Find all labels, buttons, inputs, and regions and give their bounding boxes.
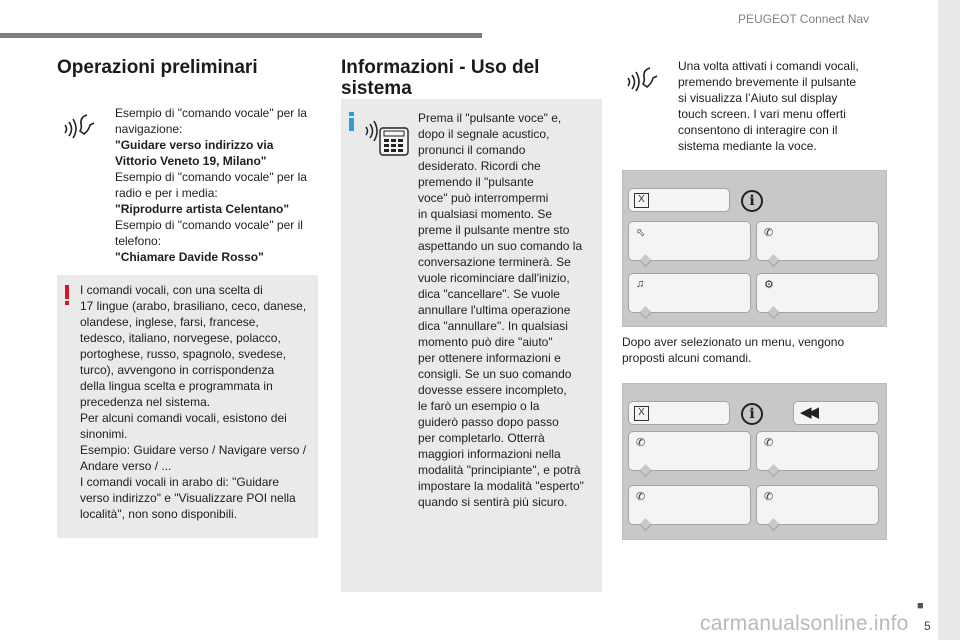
music-tile[interactable] bbox=[628, 273, 751, 313]
music-icon: ♫ bbox=[636, 278, 645, 290]
command-tile[interactable] bbox=[756, 431, 879, 471]
menu-commands-screen bbox=[622, 383, 887, 540]
info-icon bbox=[349, 112, 354, 131]
back-tile[interactable] bbox=[793, 401, 879, 425]
example-command: "Guidare verso indirizzo via Vittorio Veneto 19, Milano" bbox=[115, 138, 274, 168]
close-tile[interactable] bbox=[628, 401, 730, 425]
phone-icon: ✆ bbox=[764, 437, 774, 449]
watermark: carmanualsonline.info bbox=[700, 612, 909, 635]
example-command: "Riprodurre artista Celentano" bbox=[115, 202, 290, 216]
page-number: 5 bbox=[924, 619, 931, 633]
voice-icon bbox=[626, 66, 662, 94]
header-rule bbox=[0, 33, 482, 38]
info-icon[interactable]: i bbox=[741, 190, 763, 212]
command-tile[interactable] bbox=[628, 485, 751, 525]
settings-icon: ⚙ bbox=[764, 279, 774, 291]
voice-help-screen bbox=[622, 170, 887, 327]
phone-icon: ✆ bbox=[636, 437, 646, 449]
close-tile[interactable] bbox=[628, 188, 730, 212]
settings-tile[interactable] bbox=[756, 273, 879, 313]
info-icon[interactable]: i bbox=[741, 403, 763, 425]
command-tile[interactable] bbox=[628, 431, 751, 471]
close-icon[interactable]: X bbox=[634, 406, 649, 421]
section-title-info: Informazioni - Uso del sistema bbox=[341, 57, 540, 99]
navigation-tile[interactable] bbox=[628, 221, 751, 261]
phone-icon: ✆ bbox=[764, 491, 774, 503]
example-intro: Esempio di "comando vocale" per la radio e per i media: bbox=[115, 170, 307, 200]
brand-label: PEUGEOT Connect Nav bbox=[738, 12, 870, 26]
command-tile[interactable] bbox=[756, 485, 879, 525]
phone-tile[interactable] bbox=[756, 221, 879, 261]
phone-icon: ✆ bbox=[764, 227, 774, 239]
warning-icon bbox=[65, 285, 69, 305]
right-menu-text: Dopo aver selezionato un menu, vengono proposti alcuni comandi. bbox=[622, 335, 845, 365]
back-icon: ◀◀ bbox=[800, 404, 816, 421]
info-text: Prema il "pulsante voce" e, dopo il segnale acustico, pronunci il comando desiderato. Ricordi che premendo il "pulsante voce" può interrompermi in qualsiasi momento. Se preme il pulsante mentre sto aspettando un suo comando la conversazione terminerà. Se vuole ricominciare dall'inizio, dica "cancellare". Se vuole annullare l'ultima operazione dica "annullare". In qualsiasi momento può dire "aiuto" per ottenere informazioni e consigli. Se un suo comando dovesse essere incompleto, le farò un esempio o la guiderò passo dopo passo per completarlo. Otterrà maggiori informazioni nella modalità "principiante", e potrà impostare la modalità "esperto" quando si sentirà più sicuro. bbox=[418, 111, 584, 509]
navigation-icon: ⬁ bbox=[636, 227, 646, 239]
right-intro-text: Una volta attivati i comandi vocali, premendo brevemente il pulsante si visualizza l’Aiuto sul display touch screen. I vari menu offerti consentono di interagire con il sistema mediante la voce. bbox=[678, 59, 859, 153]
example-command: "Chiamare Davide Rosso" bbox=[115, 250, 264, 264]
example-intro: Esempio di "comando vocale" per il telefono: bbox=[115, 218, 303, 248]
warning-text: I comandi vocali, con una scelta di 17 lingue (arabo, brasiliano, ceco, danese, olandese, inglese, farsi, francese, tedesco, italiano, norvegese, polacco, portoghese, russo, spagnolo, svedese, turco), avvengono in corrispondenza della lingua scelta e programmata in precedenza nel sistema. Per alcuni comandi vocali, esistono dei sinonimi. Esempio: Guidare verso / Navigare verso / Andare verso / ... I comandi vocali in arabo di: "Guidare verso indirizzo" e "Visualizzare POI nella località", non sono disponibili. bbox=[80, 283, 307, 521]
close-icon[interactable]: X bbox=[634, 193, 649, 208]
section-title-preliminary: Operazioni preliminari bbox=[57, 57, 258, 78]
side-rail bbox=[938, 0, 960, 640]
phone-icon: ✆ bbox=[636, 491, 646, 503]
square-marker: ■ bbox=[917, 600, 924, 612]
example-intro: Esempio di "comando vocale" per la navigazione: bbox=[115, 106, 307, 136]
example-phone bbox=[115, 201, 315, 281]
voice-icon bbox=[63, 113, 99, 139]
keypad-icon bbox=[364, 117, 412, 157]
